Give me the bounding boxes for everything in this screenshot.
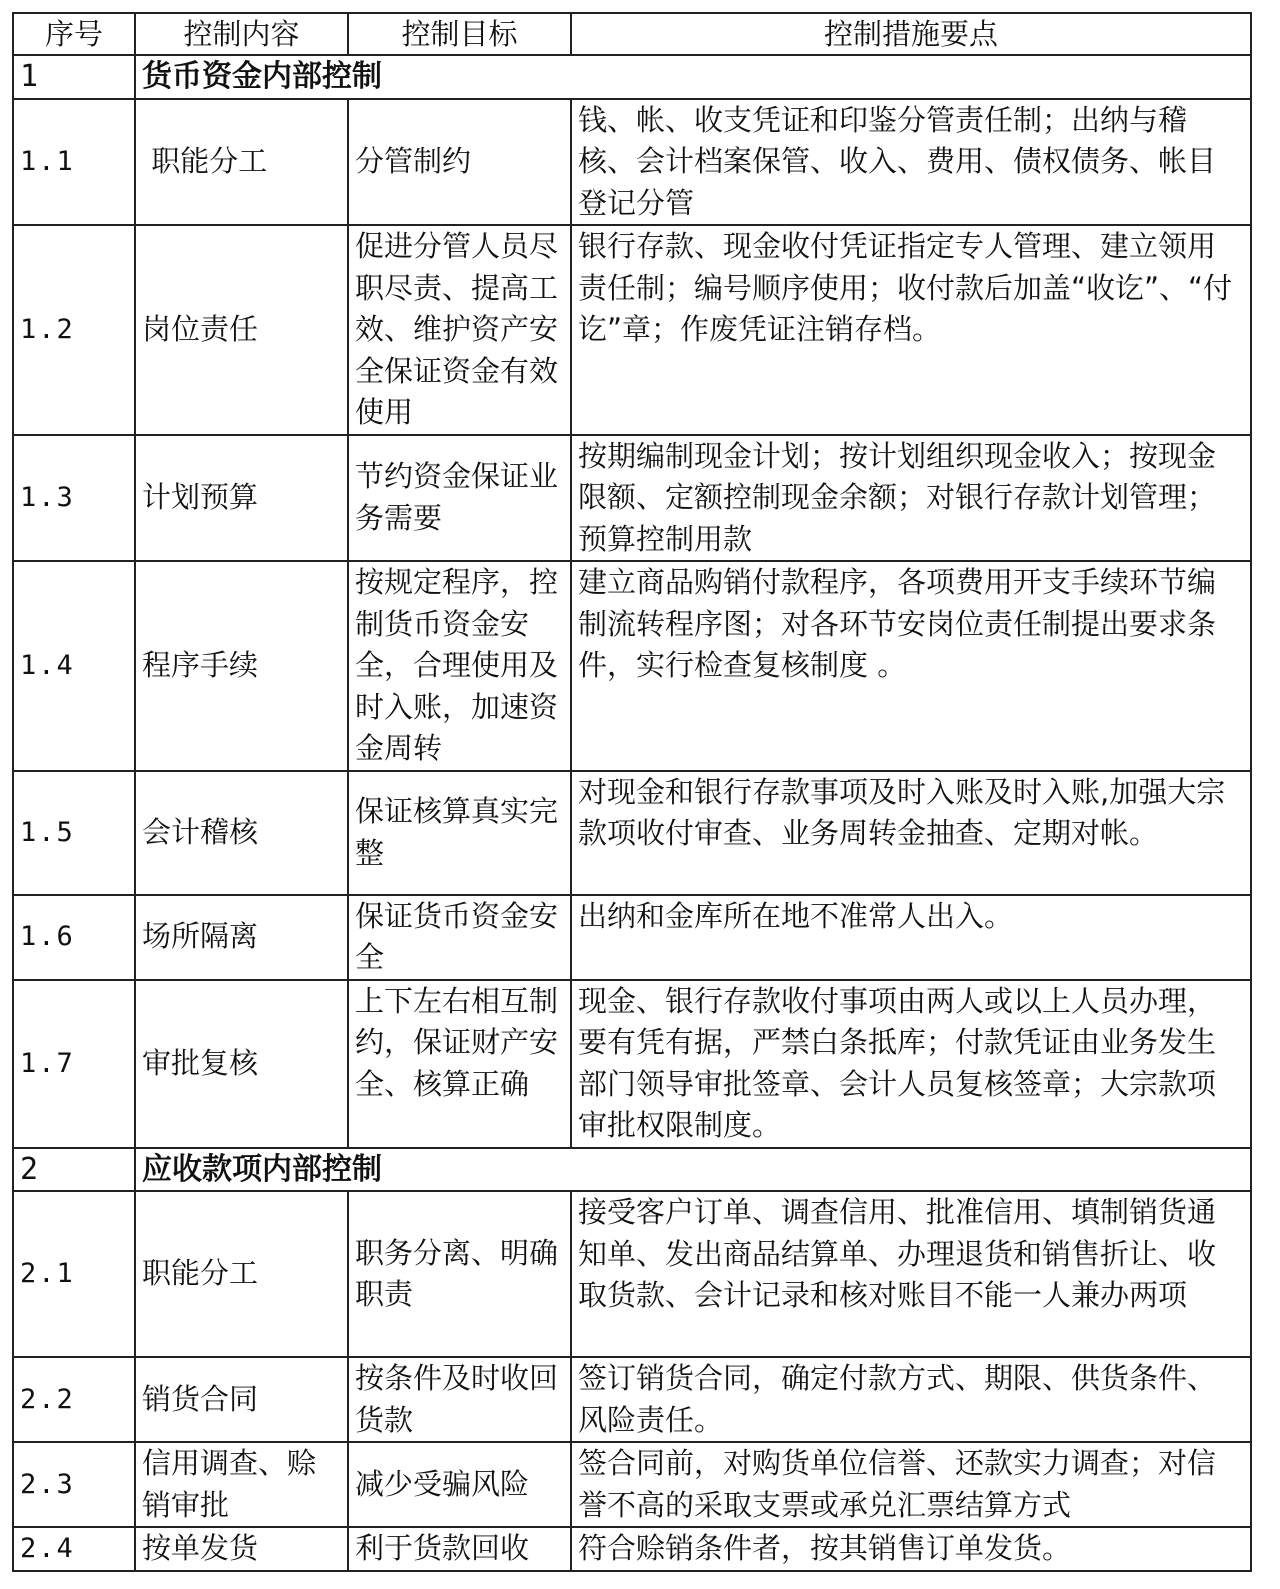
row-target: 保证核算真实完整 xyxy=(348,771,571,895)
row-target: 职务分离、明确职责 xyxy=(348,1191,571,1357)
internal-control-table xyxy=(12,12,1252,1572)
table-row xyxy=(13,1442,1251,1527)
row-measures: 接受客户订单、调查信用、批准信用、填制销货通知单、发出商品结算单、办理退货和销售折让、收取货款、会计记录和核对账目不能一人兼办两项 xyxy=(571,1191,1251,1357)
table-row xyxy=(13,1191,1251,1357)
row-seq: 2.1 xyxy=(13,1191,135,1357)
row-content: 计划预算 xyxy=(135,435,348,562)
row-measures: 签合同前，对购货单位信誉、还款实力调查；对信誉不高的采取支票或承兑汇票结算方式 xyxy=(571,1442,1251,1527)
table-row xyxy=(13,771,1251,895)
row-target: 保证货币资金安全 xyxy=(348,895,571,980)
section-seq: 2 xyxy=(13,1148,135,1192)
row-target: 利于货款回收 xyxy=(348,1527,571,1571)
row-seq: 2.2 xyxy=(13,1357,135,1442)
header-content: 控制内容 xyxy=(135,13,348,55)
row-target: 上下左右相互制约，保证财产安全、核算正确 xyxy=(348,980,571,1148)
section-seq: 1 xyxy=(13,55,135,99)
row-content: 场所隔离 xyxy=(135,895,348,980)
row-seq: 1.4 xyxy=(13,561,135,771)
row-content: 程序手续 xyxy=(135,561,348,771)
header-seq: 序号 xyxy=(13,13,135,55)
row-measures: 银行存款、现金收付凭证指定专人管理、建立领用责任制；编号顺序使用；收付款后加盖“收讫”、“付讫”章；作废凭证注销存档。 xyxy=(571,225,1251,435)
row-seq: 1.3 xyxy=(13,435,135,562)
row-measures: 签订销货合同，确定付款方式、期限、供货条件、风险责任。 xyxy=(571,1357,1251,1442)
row-measures: 对现金和银行存款事项及时入账及时入账,加强大宗款项收付审查、业务周转金抽查、定期对帐。 xyxy=(571,771,1251,895)
row-target: 促进分管人员尽职尽责、提高工效、维护资产安全保证资金有效使用 xyxy=(348,225,571,435)
section-title: 货币资金内部控制 xyxy=(135,55,1251,99)
table-row xyxy=(13,895,1251,980)
row-seq: 1.6 xyxy=(13,895,135,980)
row-measures: 钱、帐、收支凭证和印鉴分管责任制；出纳与稽核、会计档案保管、收入、费用、债权债务、帐目登记分管 xyxy=(571,99,1251,226)
row-seq: 2.3 xyxy=(13,1442,135,1527)
row-measures: 符合赊销条件者，按其销售订单发货。 xyxy=(571,1527,1251,1571)
row-target: 按规定程序，控制货币资金安全，合理使用及时入账，加速资金周转 xyxy=(348,561,571,771)
row-target: 分管制约 xyxy=(348,99,571,226)
table-row xyxy=(13,980,1251,1148)
table-row xyxy=(13,435,1251,562)
section-row xyxy=(13,55,1251,99)
row-measures: 现金、银行存款收付事项由两人或以上人员办理，要有凭有据，严禁白条抵库；付款凭证由业务发生部门领导审批签章、会计人员复核签章；大宗款项审批权限制度。 xyxy=(571,980,1251,1148)
row-content: 销货合同 xyxy=(135,1357,348,1442)
header-row xyxy=(13,13,1251,55)
row-content: 会计稽核 xyxy=(135,771,348,895)
table-row xyxy=(13,561,1251,771)
row-target: 节约资金保证业务需要 xyxy=(348,435,571,562)
row-measures: 出纳和金库所在地不准常人出入。 xyxy=(571,895,1251,980)
row-content: 信用调查、赊销审批 xyxy=(135,1442,348,1527)
row-target: 减少受骗风险 xyxy=(348,1442,571,1527)
row-seq: 2.4 xyxy=(13,1527,135,1571)
row-seq: 1.1 xyxy=(13,99,135,226)
row-seq: 1.7 xyxy=(13,980,135,1148)
header-measures: 控制措施要点 xyxy=(571,13,1251,55)
table-row xyxy=(13,1527,1251,1571)
row-target: 按条件及时收回货款 xyxy=(348,1357,571,1442)
section-row xyxy=(13,1148,1251,1192)
row-content: 职能分工 xyxy=(135,99,348,226)
row-content: 按单发货 xyxy=(135,1527,348,1571)
header-target: 控制目标 xyxy=(348,13,571,55)
row-content: 岗位责任 xyxy=(135,225,348,435)
row-content: 职能分工 xyxy=(135,1191,348,1357)
row-measures: 按期编制现金计划；按计划组织现金收入；按现金限额、定额控制现金余额；对银行存款计划管理；预算控制用款 xyxy=(571,435,1251,562)
row-measures: 建立商品购销付款程序，各项费用开支手续环节编制流转程序图；对各环节安岗位责任制提出要求条件，实行检查复核制度 。 xyxy=(571,561,1251,771)
row-seq: 1.5 xyxy=(13,771,135,895)
row-seq: 1.2 xyxy=(13,225,135,435)
row-content: 审批复核 xyxy=(135,980,348,1148)
section-title: 应收款项内部控制 xyxy=(135,1148,1251,1192)
table-row xyxy=(13,1357,1251,1442)
table-row xyxy=(13,225,1251,435)
table-row xyxy=(13,99,1251,226)
